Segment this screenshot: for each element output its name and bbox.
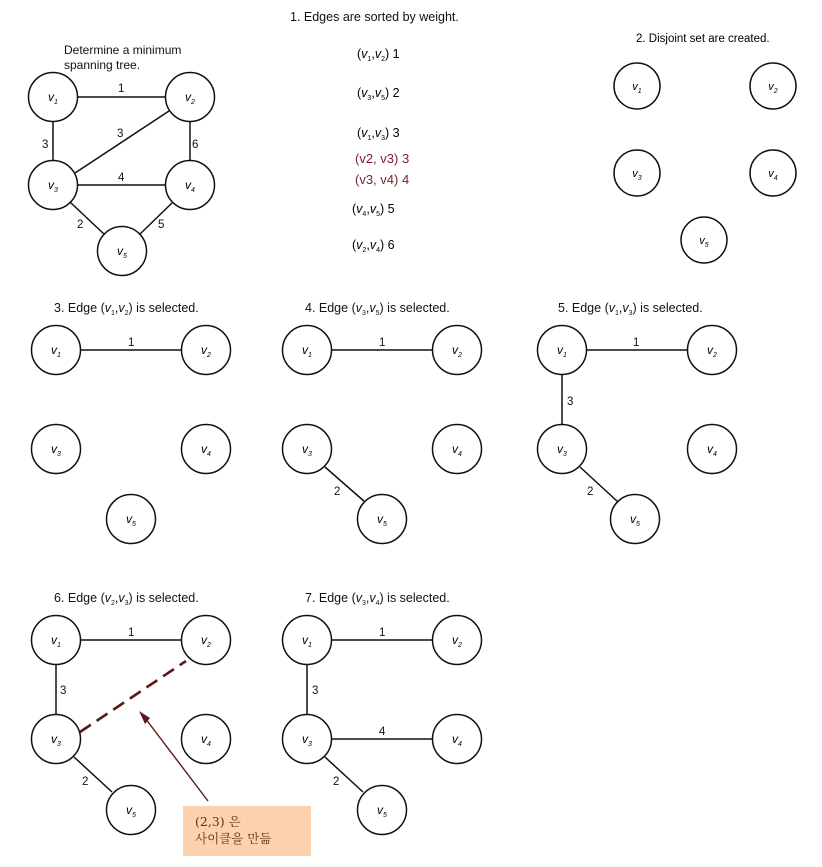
vertex-v1 <box>32 326 81 375</box>
svg-text:v1: $v_1$ <box>632 81 642 95</box>
sorted-edge-item: $(v_1,v_2)$ 1 <box>357 47 400 63</box>
vertex-v4 <box>688 425 737 474</box>
step3-panel <box>32 301 231 544</box>
vertex-v2 <box>750 63 796 109</box>
weight-label: 3 <box>60 685 67 697</box>
svg-text:v2: $v_2$ <box>707 343 717 359</box>
annotation-line1: (2,3) 은 <box>195 814 241 829</box>
vertex-v2 <box>433 616 482 665</box>
vertex-v2 <box>688 326 737 375</box>
vertex-v2 <box>182 616 231 665</box>
edge-v3-v5 <box>325 757 363 792</box>
weight-label: 3 <box>117 128 124 140</box>
weight-label: 1 <box>118 83 125 95</box>
weight-label: 5 <box>158 219 165 231</box>
vertex-v3 <box>283 715 332 764</box>
vertex-v4 <box>750 150 796 196</box>
vertex-v5 <box>107 495 156 544</box>
sorted-edge-item: $(v_2,v_4)$ 6 <box>352 238 395 254</box>
step2-title: 2. Disjoint set are created. <box>636 33 770 45</box>
svg-text:v1: $v_1$ <box>51 343 61 359</box>
sorted-edge-item: $(v_3,v_5)$ 2 <box>357 86 400 102</box>
vertex-v4 <box>182 715 231 764</box>
weight-label: 2 <box>333 776 340 788</box>
svg-text:v2: $v_2$ <box>201 343 211 359</box>
svg-text:v5: $v_5$ <box>377 512 387 528</box>
original-graph <box>29 43 215 276</box>
weight-label: 1 <box>379 627 386 639</box>
weight-label: 2 <box>587 486 594 498</box>
original-caption-line2: spanning tree. <box>64 58 141 72</box>
svg-text:v4: $v_4$ <box>452 732 462 748</box>
svg-text:v4: $v_4$ <box>707 442 717 458</box>
vertex-v4 <box>182 425 231 474</box>
edge-v3-v5 <box>74 757 112 792</box>
weight-label: 3 <box>567 396 574 408</box>
original-caption-line1: Determine a minimum <box>64 43 182 57</box>
vertex-v4 <box>433 715 482 764</box>
svg-text:v5: $v_5$ <box>117 244 127 260</box>
vertex-v1 <box>32 616 81 665</box>
svg-text:v2: $v_2$ <box>452 343 462 359</box>
vertex-v1 <box>614 63 660 109</box>
svg-text:v5: $v_5$ <box>630 512 640 528</box>
svg-text:v4: $v_4$ <box>201 732 211 748</box>
step3-title: 3. Edge $(v_1,v_2)$ is selected. <box>54 301 199 317</box>
vertex-v4 <box>166 161 215 210</box>
weight-label: 3 <box>312 685 319 697</box>
weight-label: 4 <box>118 172 125 184</box>
vertex-v5 <box>681 217 727 263</box>
step6-panel <box>32 591 231 835</box>
edge-v3-v5 <box>325 467 365 502</box>
edge-v2-v3 <box>75 111 169 173</box>
svg-text:v1: $v_1$ <box>557 343 567 359</box>
vertex-v5 <box>98 227 147 276</box>
svg-text:v2: $v_2$ <box>768 81 778 95</box>
vertex-v1 <box>538 326 587 375</box>
svg-text:v4: $v_4$ <box>452 442 462 458</box>
svg-text:v3: $v_3$ <box>302 442 312 458</box>
weight-label: 1 <box>379 337 386 349</box>
vertex-v3 <box>614 150 660 196</box>
vertex-v3 <box>283 425 332 474</box>
vertex-v1 <box>283 616 332 665</box>
svg-text:v5: $v_5$ <box>126 512 136 528</box>
svg-text:v3: $v_3$ <box>48 178 58 194</box>
vertex-v3 <box>32 715 81 764</box>
vertex-v2 <box>166 73 215 122</box>
weight-label: 1 <box>633 337 640 349</box>
vertex-v5 <box>358 495 407 544</box>
svg-text:v2: $v_2$ <box>185 90 195 106</box>
vertex-v5 <box>358 786 407 835</box>
vertex-v3 <box>32 425 81 474</box>
vertex-v4 <box>433 425 482 474</box>
svg-text:v4: $v_4$ <box>201 442 211 458</box>
svg-text:v4: $v_4$ <box>768 168 778 182</box>
svg-text:v3: $v_3$ <box>557 442 567 458</box>
svg-text:v3: $v_3$ <box>51 442 61 458</box>
svg-text:v5: $v_5$ <box>377 803 387 819</box>
step1-title: 1. Edges are sorted by weight. <box>290 10 459 24</box>
edge-v3-v5 <box>70 202 105 235</box>
sorted-edge-item-added: (v2, v3) 3 <box>355 151 410 166</box>
sorted-edge-item: $(v_4,v_5)$ 5 <box>352 202 395 218</box>
cycle-annotation-note <box>183 806 311 856</box>
vertex-v3 <box>538 425 587 474</box>
vertex-v1 <box>29 73 78 122</box>
weight-label: 1 <box>128 627 135 639</box>
weight-label: 2 <box>77 219 84 231</box>
svg-text:v3: $v_3$ <box>302 732 312 748</box>
sorted-edge-item: $(v_1,v_3)$ 3 <box>357 126 400 142</box>
svg-text:v5: $v_5$ <box>126 803 136 819</box>
edge-v4-v5 <box>139 202 173 235</box>
svg-text:v1: $v_1$ <box>48 90 58 106</box>
step6-title: 6. Edge $(v_2,v_3)$ is selected. <box>54 591 199 607</box>
step4-title: 4. Edge $(v_3,v_5)$ is selected. <box>305 301 450 317</box>
disjoint-sets <box>614 33 796 263</box>
svg-text:v3: $v_3$ <box>632 168 642 182</box>
vertex-v2 <box>182 326 231 375</box>
step4-panel <box>283 301 482 544</box>
svg-text:v2: $v_2$ <box>452 633 462 649</box>
svg-text:v4: $v_4$ <box>185 178 195 194</box>
step7-title: 7. Edge $(v_3,v_4)$ is selected. <box>305 591 450 607</box>
svg-text:v3: $v_3$ <box>51 732 61 748</box>
svg-text:v5: $v_5$ <box>699 235 709 249</box>
vertex-v2 <box>433 326 482 375</box>
weight-label: 2 <box>334 486 341 498</box>
weight-label: 2 <box>82 776 89 788</box>
weight-label: 1 <box>128 337 135 349</box>
cycle-dashed-edge-v2-v3 <box>80 661 186 732</box>
step5-panel <box>538 301 737 544</box>
sorted-edge-item-added: (v3, v4) 4 <box>355 172 410 187</box>
vertex-v3 <box>29 161 78 210</box>
weight-label: 4 <box>379 726 386 738</box>
svg-text:v1: $v_1$ <box>51 633 61 649</box>
vertex-v5 <box>611 495 660 544</box>
svg-text:v2: $v_2$ <box>201 633 211 649</box>
sorted-edges-list <box>290 10 459 254</box>
vertex-v1 <box>283 326 332 375</box>
vertex-v5 <box>107 786 156 835</box>
weight-label: 6 <box>192 139 199 151</box>
edge-v3-v5 <box>580 467 618 502</box>
svg-text:v1: $v_1$ <box>302 633 312 649</box>
svg-text:v1: $v_1$ <box>302 343 312 359</box>
annotation-line2: 사이클을 만듦 <box>195 831 272 846</box>
step5-title: 5. Edge $(v_1,v_3)$ is selected. <box>558 301 703 317</box>
weight-label: 3 <box>42 139 49 151</box>
step7-panel <box>283 591 482 835</box>
